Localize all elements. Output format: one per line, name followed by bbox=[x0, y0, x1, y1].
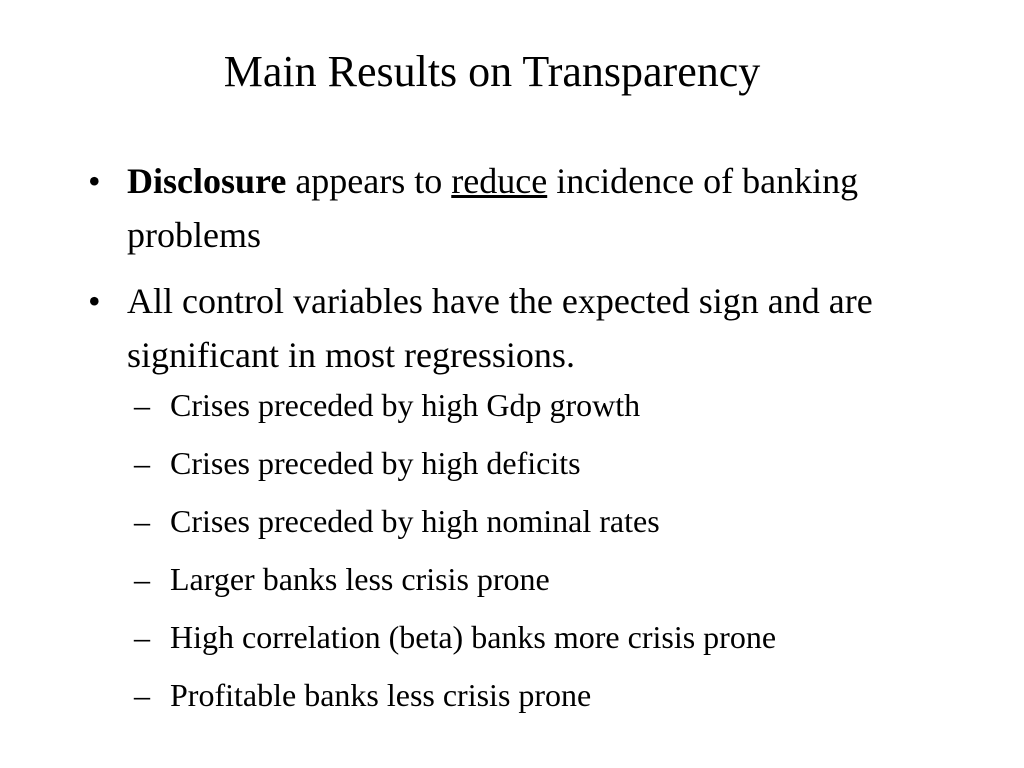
sub-bullet-marker: – bbox=[134, 503, 150, 539]
sub-bullet-marker: – bbox=[134, 677, 150, 713]
sub-bullet-list bbox=[134, 386, 1014, 734]
bullet-underlined-text: reduce bbox=[451, 161, 548, 201]
sub-bullet-marker: – bbox=[134, 619, 150, 655]
sub-bullet-item bbox=[134, 560, 1014, 598]
sub-bullet-text: Crises preceded by high Gdp growth bbox=[170, 387, 641, 423]
sub-bullet-item bbox=[134, 386, 1014, 424]
bullet-marker: • bbox=[88, 281, 101, 321]
sub-bullet-item bbox=[134, 502, 1014, 540]
sub-bullet-text: High correlation (beta) banks more crisis prone bbox=[170, 619, 777, 655]
bullet-text: incidence of banking problems bbox=[127, 161, 859, 255]
sub-bullet-marker: – bbox=[134, 387, 150, 423]
sub-bullet-item bbox=[134, 444, 1014, 482]
sub-bullet-item bbox=[134, 618, 1014, 656]
slide-title: Main Results on Transparency bbox=[223, 47, 761, 96]
sub-bullet-marker: – bbox=[134, 445, 150, 481]
sub-bullet-item bbox=[134, 676, 1014, 714]
bullet-list bbox=[88, 154, 988, 394]
bullet-text: All control variables have the expected sign and are significant in most regressions. bbox=[127, 281, 873, 375]
bullet-text: appears to bbox=[286, 161, 452, 201]
sub-bullet-marker: – bbox=[134, 561, 150, 597]
sub-bullet-text: Larger banks less crisis prone bbox=[170, 561, 550, 597]
bullet-item bbox=[88, 154, 988, 262]
bullet-bold-text: Disclosure bbox=[127, 161, 287, 201]
bullet-item bbox=[88, 274, 988, 382]
sub-bullet-text: Crises preceded by high nominal rates bbox=[170, 503, 660, 539]
bullet-marker: • bbox=[88, 161, 101, 201]
sub-bullet-text: Profitable banks less crisis prone bbox=[170, 677, 592, 713]
sub-bullet-text: Crises preceded by high deficits bbox=[170, 445, 581, 481]
